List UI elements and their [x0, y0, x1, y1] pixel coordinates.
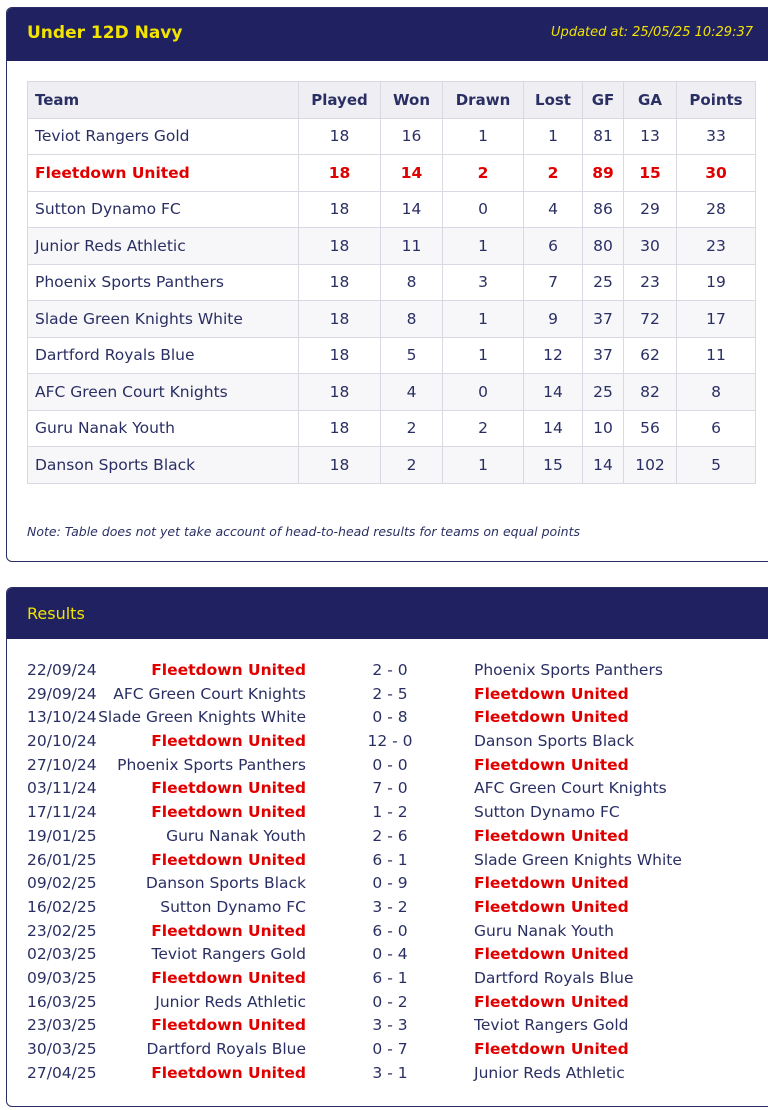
- away-team: Fleetdown United: [474, 826, 629, 845]
- stat-cell: 2: [381, 447, 443, 484]
- home-team: Fleetdown United: [151, 661, 306, 679]
- stat-cell: 30: [677, 155, 756, 192]
- fixture-date: 13/10/24: [27, 708, 97, 727]
- team-name-cell: Slade Green Knights White: [28, 301, 299, 338]
- stat-cell: 0: [443, 374, 524, 411]
- stat-cell: 23: [624, 264, 677, 301]
- home-team: Phoenix Sports Panthers: [117, 755, 306, 774]
- stat-cell: 82: [624, 374, 677, 411]
- stat-cell: 1: [443, 447, 524, 484]
- fixture-score: 1 - 2: [372, 803, 408, 822]
- stat-cell: 1: [443, 228, 524, 265]
- away-team: Sutton Dynamo FC: [474, 803, 620, 822]
- fixture-score: 0 - 8: [372, 708, 408, 727]
- fixture-row: [7, 659, 767, 683]
- stat-cell: 62: [624, 337, 677, 374]
- column-header: Played: [299, 82, 381, 119]
- results-title: Results: [27, 604, 85, 623]
- fixture-row: [7, 991, 767, 1015]
- home-team: AFC Green Court Knights: [113, 684, 306, 703]
- stat-cell: 25: [583, 374, 624, 411]
- stat-cell: 23: [677, 228, 756, 265]
- fixture-date: 17/11/24: [27, 803, 97, 822]
- column-header: GF: [583, 82, 624, 119]
- stat-cell: 1: [443, 301, 524, 338]
- team-name-cell: Sutton Dynamo FC: [28, 191, 299, 228]
- fixture-row: [7, 777, 767, 801]
- stat-cell: 7: [524, 264, 583, 301]
- fixture-date: 20/10/24: [27, 732, 97, 751]
- away-team: Guru Nanak Youth: [474, 921, 614, 940]
- stat-cell: 0: [443, 191, 524, 228]
- stat-cell: 15: [524, 447, 583, 484]
- table-note: Note: Table does not yet take account of head-to-head results for teams on equal points: [27, 524, 580, 539]
- stat-cell: 30: [624, 228, 677, 265]
- fixture-row: [7, 683, 767, 707]
- fixture-date: 19/01/25: [27, 826, 97, 845]
- fixture-score: 3 - 3: [372, 1016, 408, 1035]
- stat-cell: 19: [677, 264, 756, 301]
- league-header: [7, 8, 768, 61]
- away-team: Fleetdown United: [474, 755, 629, 774]
- away-team: Teviot Rangers Gold: [474, 1016, 629, 1035]
- table-row: [28, 155, 756, 192]
- fixture-date: 16/02/25: [27, 897, 97, 916]
- fixture-row: [7, 967, 767, 991]
- stat-cell: 2: [443, 155, 524, 192]
- fixture-date: 02/03/25: [27, 945, 97, 964]
- column-header: Points: [677, 82, 756, 119]
- stat-cell: 81: [583, 118, 624, 155]
- away-team: Junior Reds Athletic: [474, 1063, 625, 1082]
- stat-cell: 11: [381, 228, 443, 265]
- fixture-row: [7, 896, 767, 920]
- home-team: Fleetdown United: [151, 921, 306, 940]
- fixture-row: [7, 872, 767, 896]
- stat-cell: 37: [583, 301, 624, 338]
- fixture-score: 2 - 6: [372, 826, 408, 845]
- results-header: [7, 588, 768, 639]
- stat-cell: 56: [624, 410, 677, 447]
- fixture-score: 0 - 2: [372, 992, 408, 1011]
- fixture-row: [7, 825, 767, 849]
- fixture-date: 09/02/25: [27, 874, 97, 893]
- away-team: Fleetdown United: [474, 684, 629, 703]
- stat-cell: 72: [624, 301, 677, 338]
- away-team: Phoenix Sports Panthers: [474, 661, 663, 679]
- stat-cell: 18: [299, 118, 381, 155]
- stat-cell: 14: [381, 191, 443, 228]
- fixture-score: 0 - 0: [372, 755, 408, 774]
- home-team: Fleetdown United: [151, 1016, 306, 1035]
- fixture-date: 03/11/24: [27, 779, 97, 798]
- stat-cell: 14: [583, 447, 624, 484]
- home-team: Fleetdown United: [151, 779, 306, 798]
- stat-cell: 3: [443, 264, 524, 301]
- stat-cell: 18: [299, 410, 381, 447]
- stat-cell: 4: [381, 374, 443, 411]
- stat-cell: 8: [677, 374, 756, 411]
- fixture-row: [7, 1014, 767, 1038]
- fixture-score: 2 - 0: [372, 661, 408, 679]
- team-name-cell: AFC Green Court Knights: [28, 374, 299, 411]
- fixture-row: [7, 920, 767, 944]
- stat-cell: 18: [299, 264, 381, 301]
- stat-cell: 9: [524, 301, 583, 338]
- stat-cell: 16: [381, 118, 443, 155]
- away-team: Fleetdown United: [474, 874, 629, 893]
- fixtures-list: [7, 659, 767, 1085]
- home-team: Dartford Royals Blue: [146, 1040, 306, 1058]
- home-team: Junior Reds Athletic: [155, 992, 306, 1011]
- team-name-cell: Fleetdown United: [28, 155, 299, 192]
- home-team: Guru Nanak Youth: [166, 826, 306, 845]
- stat-cell: 15: [624, 155, 677, 192]
- stat-cell: 33: [677, 118, 756, 155]
- home-team: Fleetdown United: [151, 1063, 306, 1082]
- fixture-score: 6 - 0: [372, 921, 408, 940]
- fixture-row: [7, 706, 767, 730]
- stat-cell: 37: [583, 337, 624, 374]
- fixture-date: 30/03/25: [27, 1040, 97, 1058]
- table-row: [28, 191, 756, 228]
- table-row: [28, 118, 756, 155]
- fixture-row: [7, 943, 767, 967]
- fixture-score: 12 - 0: [367, 732, 413, 751]
- home-team: Slade Green Knights White: [98, 708, 306, 727]
- away-team: Danson Sports Black: [474, 732, 635, 751]
- stat-cell: 14: [381, 155, 443, 192]
- column-header: Team: [28, 82, 299, 119]
- fixture-date: 26/01/25: [27, 850, 97, 869]
- fixture-date: 23/03/25: [27, 1016, 97, 1035]
- league-table-panel: [6, 7, 768, 562]
- team-name-cell: Phoenix Sports Panthers: [28, 264, 299, 301]
- table-row: [28, 374, 756, 411]
- fixture-score: 0 - 4: [372, 945, 408, 964]
- table-row: [28, 410, 756, 447]
- team-name-cell: Junior Reds Athletic: [28, 228, 299, 265]
- stat-cell: 18: [299, 447, 381, 484]
- table-row: [28, 301, 756, 338]
- fixture-score: 0 - 9: [372, 874, 408, 893]
- fixture-date: 09/03/25: [27, 968, 97, 987]
- stat-cell: 2: [443, 410, 524, 447]
- stat-cell: 25: [583, 264, 624, 301]
- stat-cell: 28: [677, 191, 756, 228]
- standings-header-row: [28, 82, 756, 119]
- stat-cell: 18: [299, 301, 381, 338]
- table-row: [28, 228, 756, 265]
- stat-cell: 18: [299, 228, 381, 265]
- fixture-row: [7, 730, 767, 754]
- fixture-score: 0 - 7: [372, 1040, 408, 1058]
- stat-cell: 14: [524, 410, 583, 447]
- table-row: [28, 447, 756, 484]
- column-header: GA: [624, 82, 677, 119]
- stat-cell: 18: [299, 191, 381, 228]
- team-name-cell: Guru Nanak Youth: [28, 410, 299, 447]
- column-header: Lost: [524, 82, 583, 119]
- fixture-date: 29/09/24: [27, 684, 97, 703]
- stat-cell: 29: [624, 191, 677, 228]
- updated-timestamp: Updated at: 25/05/25 10:29:37: [551, 25, 753, 40]
- stat-cell: 18: [299, 155, 381, 192]
- stat-cell: 18: [299, 374, 381, 411]
- fixture-score: 6 - 1: [372, 850, 408, 869]
- away-team: Fleetdown United: [474, 708, 629, 727]
- away-team: Dartford Royals Blue: [474, 968, 634, 987]
- fixture-score: 3 - 1: [372, 1063, 408, 1082]
- stat-cell: 5: [381, 337, 443, 374]
- stat-cell: 102: [624, 447, 677, 484]
- stat-cell: 86: [583, 191, 624, 228]
- stat-cell: 2: [381, 410, 443, 447]
- home-team: Fleetdown United: [151, 968, 306, 987]
- fixture-date: 23/02/25: [27, 921, 97, 940]
- stat-cell: 8: [381, 264, 443, 301]
- fixture-score: 6 - 1: [372, 968, 408, 987]
- fixture-row: [7, 1038, 767, 1062]
- results-panel: [6, 587, 768, 1107]
- stat-cell: 4: [524, 191, 583, 228]
- stat-cell: 8: [381, 301, 443, 338]
- home-team: Fleetdown United: [151, 803, 306, 822]
- standings-table: [27, 81, 756, 484]
- column-header: Drawn: [443, 82, 524, 119]
- away-team: Fleetdown United: [474, 945, 629, 964]
- fixture-row: [7, 1062, 767, 1086]
- stat-cell: 12: [524, 337, 583, 374]
- stat-cell: 6: [524, 228, 583, 265]
- stat-cell: 2: [524, 155, 583, 192]
- fixture-row: [7, 754, 767, 778]
- fixture-score: 2 - 5: [372, 684, 408, 703]
- away-team: AFC Green Court Knights: [474, 779, 667, 798]
- stat-cell: 10: [583, 410, 624, 447]
- table-row: [28, 337, 756, 374]
- fixture-row: [7, 801, 767, 825]
- stat-cell: 1: [524, 118, 583, 155]
- home-team: Fleetdown United: [151, 850, 306, 869]
- fixture-date: 16/03/25: [27, 992, 97, 1011]
- home-team: Danson Sports Black: [145, 874, 306, 893]
- team-name-cell: Danson Sports Black: [28, 447, 299, 484]
- stat-cell: 89: [583, 155, 624, 192]
- league-title: Under 12D Navy: [27, 23, 183, 43]
- stat-cell: 80: [583, 228, 624, 265]
- stat-cell: 14: [524, 374, 583, 411]
- fixture-date: 22/09/24: [27, 661, 97, 679]
- column-header: Won: [381, 82, 443, 119]
- fixture-date: 27/04/25: [27, 1063, 97, 1082]
- away-team: Slade Green Knights White: [474, 850, 682, 869]
- fixture-score: 3 - 2: [372, 897, 408, 916]
- home-team: Teviot Rangers Gold: [151, 945, 306, 964]
- stat-cell: 18: [299, 337, 381, 374]
- stat-cell: 1: [443, 118, 524, 155]
- stat-cell: 5: [677, 447, 756, 484]
- fixture-score: 7 - 0: [372, 779, 408, 798]
- away-team: Fleetdown United: [474, 897, 629, 916]
- stat-cell: 1: [443, 337, 524, 374]
- team-name-cell: Dartford Royals Blue: [28, 337, 299, 374]
- away-team: Fleetdown United: [474, 992, 629, 1011]
- stat-cell: 13: [624, 118, 677, 155]
- away-team: Fleetdown United: [474, 1040, 629, 1058]
- home-team: Fleetdown United: [151, 732, 306, 751]
- team-name-cell: Teviot Rangers Gold: [28, 118, 299, 155]
- stat-cell: 11: [677, 337, 756, 374]
- stat-cell: 17: [677, 301, 756, 338]
- home-team: Sutton Dynamo FC: [160, 897, 306, 916]
- fixture-date: 27/10/24: [27, 755, 97, 774]
- table-row: [28, 264, 756, 301]
- fixture-row: [7, 849, 767, 873]
- stat-cell: 6: [677, 410, 756, 447]
